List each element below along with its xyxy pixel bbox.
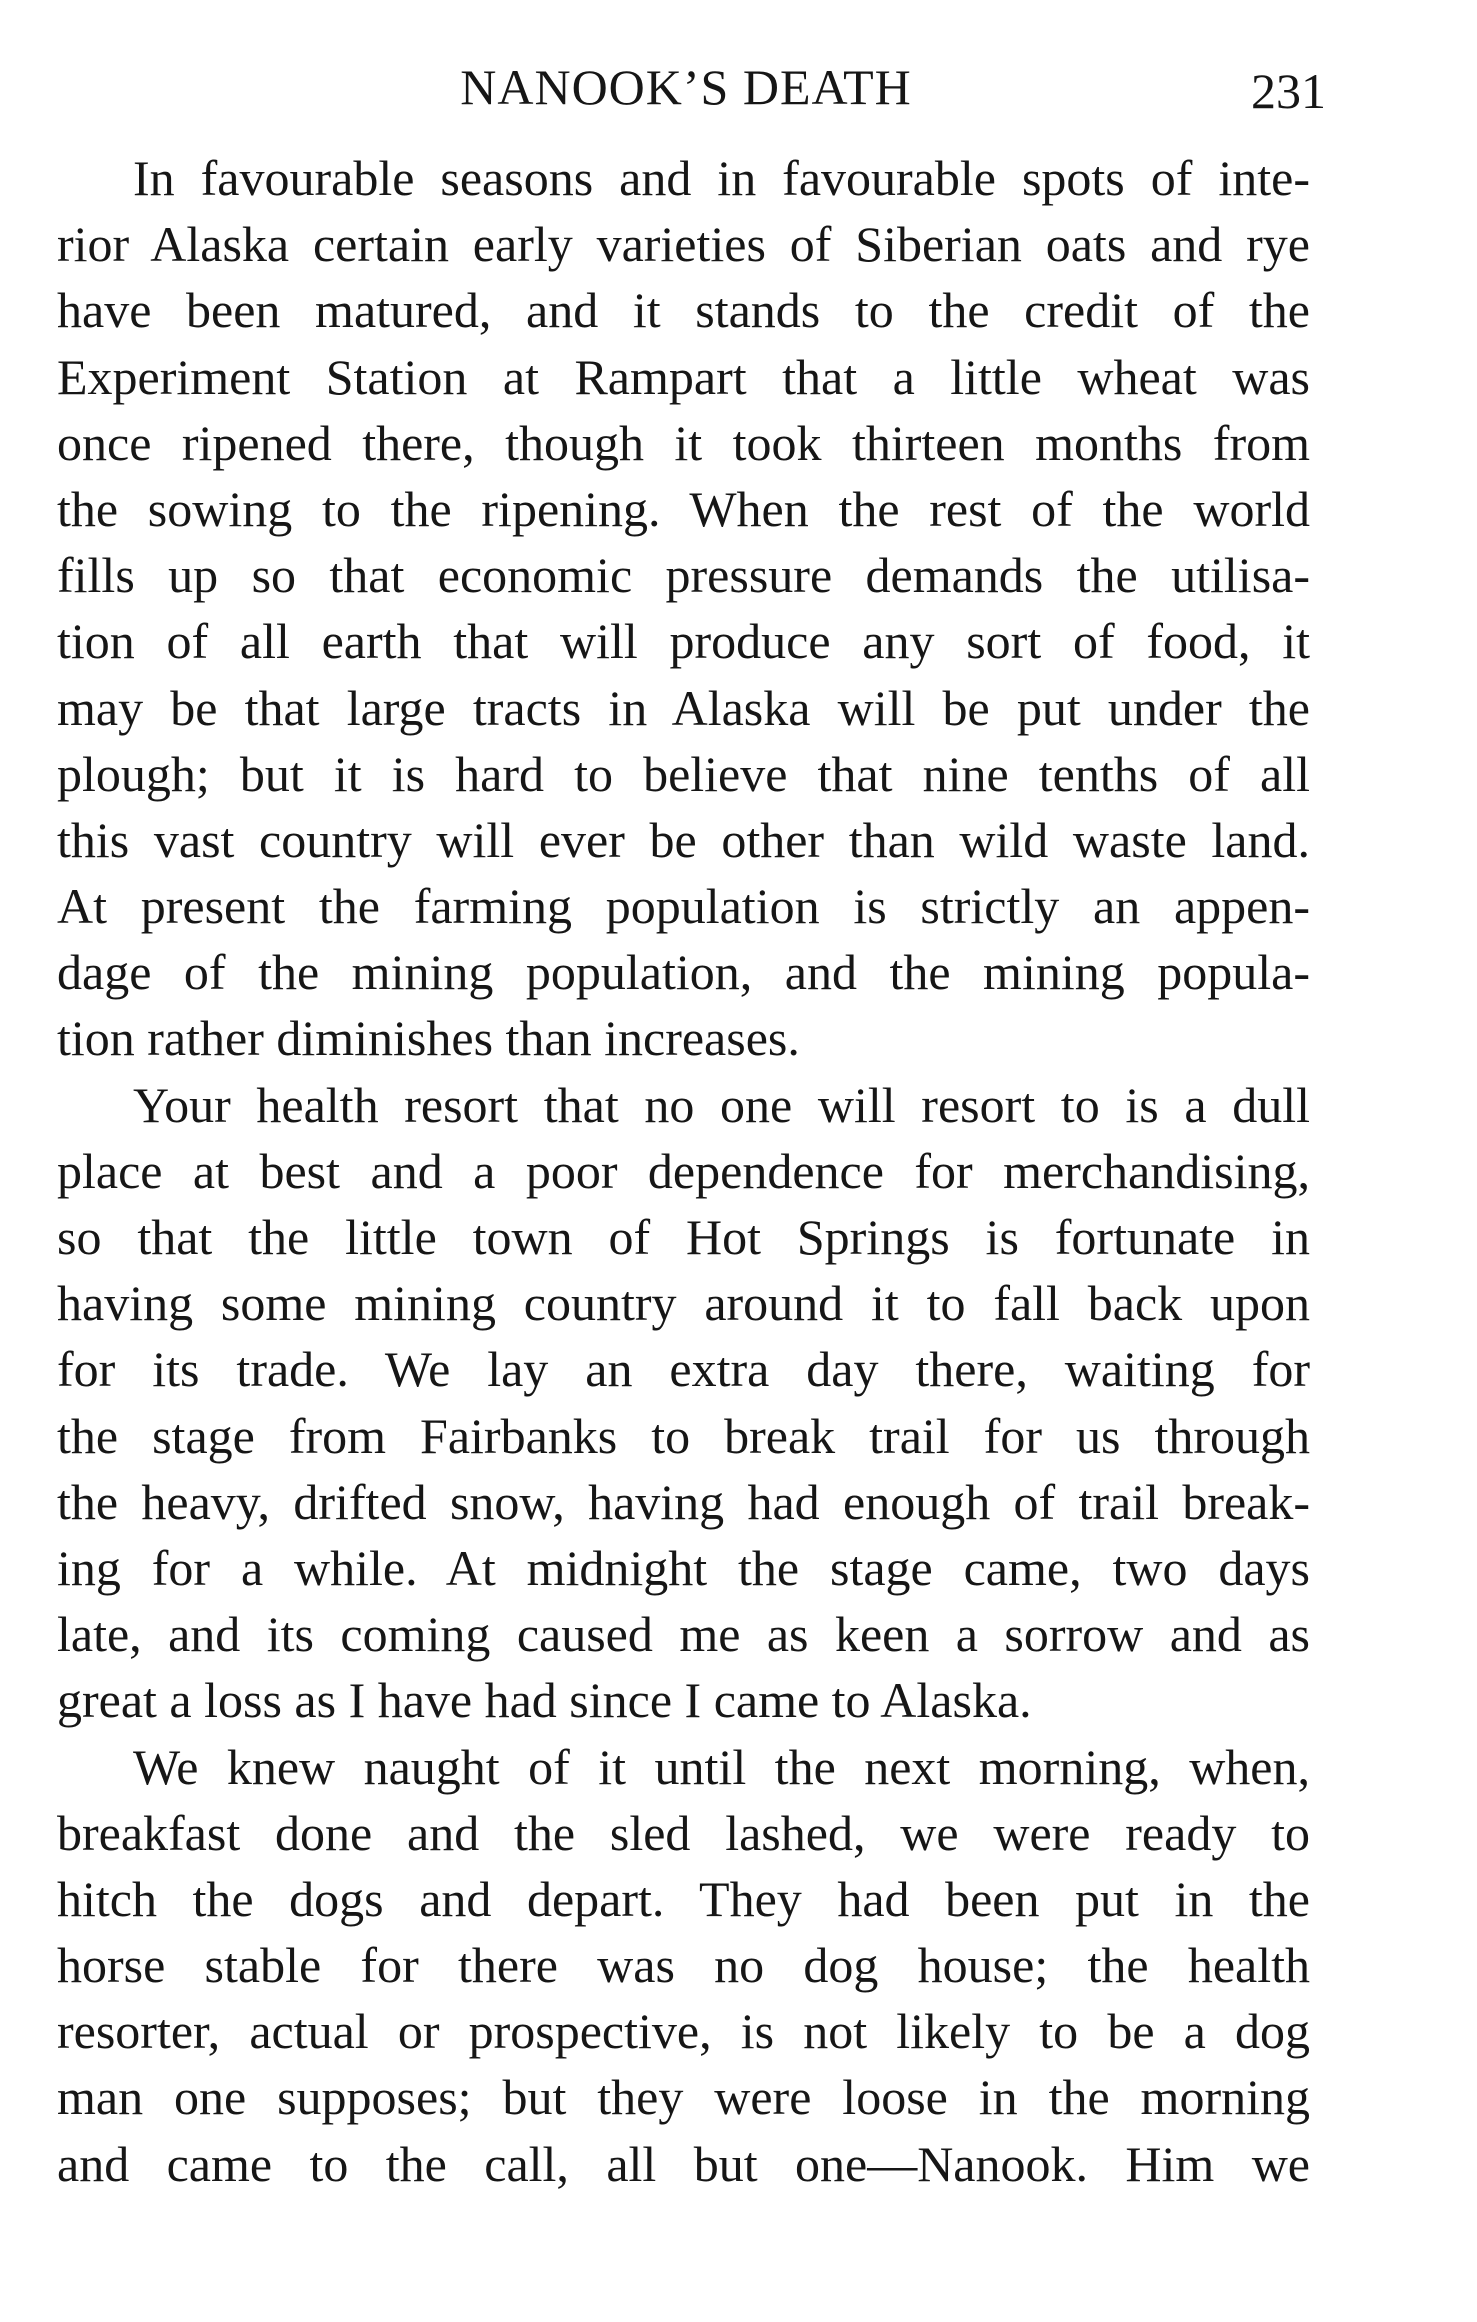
text-line: the sowing to the ripening. When the rest of the world bbox=[57, 480, 1310, 537]
text-line: resorter, actual or prospective, is not likely to be a dog bbox=[57, 2003, 1310, 2060]
text-line: Your health resort that no one will resort to is a dull bbox=[133, 1076, 1310, 1133]
text-line: plough; but it is hard to believe that nine tenths of all bbox=[57, 745, 1310, 802]
chapter-title: NANOOK’S DEATH bbox=[460, 59, 912, 115]
text-line: fills up so that economic pressure demands the utilisa- bbox=[57, 547, 1310, 604]
text-line: dage of the mining population, and the mining popula- bbox=[57, 944, 1310, 1001]
text-line: once ripened there, though it took thirteen months from bbox=[57, 414, 1310, 471]
text-line: great a loss as I have had since I came to Alaska. bbox=[57, 1672, 1032, 1729]
text-line: We knew naught of it until the next morning, when, bbox=[133, 1738, 1310, 1795]
text-line: for its trade. We lay an extra day there, waiting for bbox=[57, 1341, 1310, 1398]
text-line: man one supposes; but they were loose in the morning bbox=[57, 2069, 1310, 2126]
text-line: tion of all earth that will produce any sort of food, it bbox=[57, 613, 1310, 670]
text-line: the stage from Fairbanks to break trail for us through bbox=[57, 1407, 1310, 1464]
text-line: rior Alaska certain early varieties of Siberian oats and rye bbox=[57, 216, 1310, 273]
text-line: hitch the dogs and depart. They had been put in the bbox=[57, 1870, 1310, 1927]
text-line: ing for a while. At midnight the stage came, two days bbox=[57, 1539, 1310, 1596]
text-line: the heavy, drifted snow, having had enough of trail break- bbox=[57, 1473, 1310, 1530]
text-line: have been matured, and it stands to the credit of the bbox=[57, 282, 1310, 339]
body-text bbox=[57, 145, 1310, 2197]
paragraph bbox=[57, 145, 1310, 1072]
paragraph bbox=[57, 1072, 1310, 1734]
text-line: In favourable seasons and in favourable spots of inte- bbox=[133, 150, 1310, 206]
text-line: so that the little town of Hot Springs is fortunate in bbox=[57, 1209, 1310, 1265]
text-line: may be that large tracts in Alaska will be put under the bbox=[57, 679, 1310, 736]
text-line: having some mining country around it to fall back upon bbox=[57, 1275, 1310, 1332]
paragraph bbox=[57, 1734, 1310, 2197]
text-line: horse stable for there was no dog house; the health bbox=[57, 1937, 1310, 1994]
running-head bbox=[56, 52, 1326, 122]
text-line: tion rather diminishes than increases. bbox=[57, 1010, 800, 1067]
text-line: At present the farming population is strictly an appen- bbox=[57, 878, 1310, 935]
text-line: breakfast done and the sled lashed, we were ready to bbox=[57, 1804, 1310, 1861]
text-line: Experiment Station at Rampart that a little wheat was bbox=[57, 348, 1310, 405]
text-line: place at best and a poor dependence for merchandising, bbox=[57, 1142, 1310, 1199]
text-line: this vast country will ever be other than wild waste land. bbox=[57, 811, 1310, 868]
text-line: and came to the call, all but one—Nanook. Him we bbox=[57, 2135, 1310, 2192]
page-number: 231 bbox=[1251, 63, 1326, 119]
text-line: late, and its coming caused me as keen a sorrow and as bbox=[57, 1606, 1310, 1663]
